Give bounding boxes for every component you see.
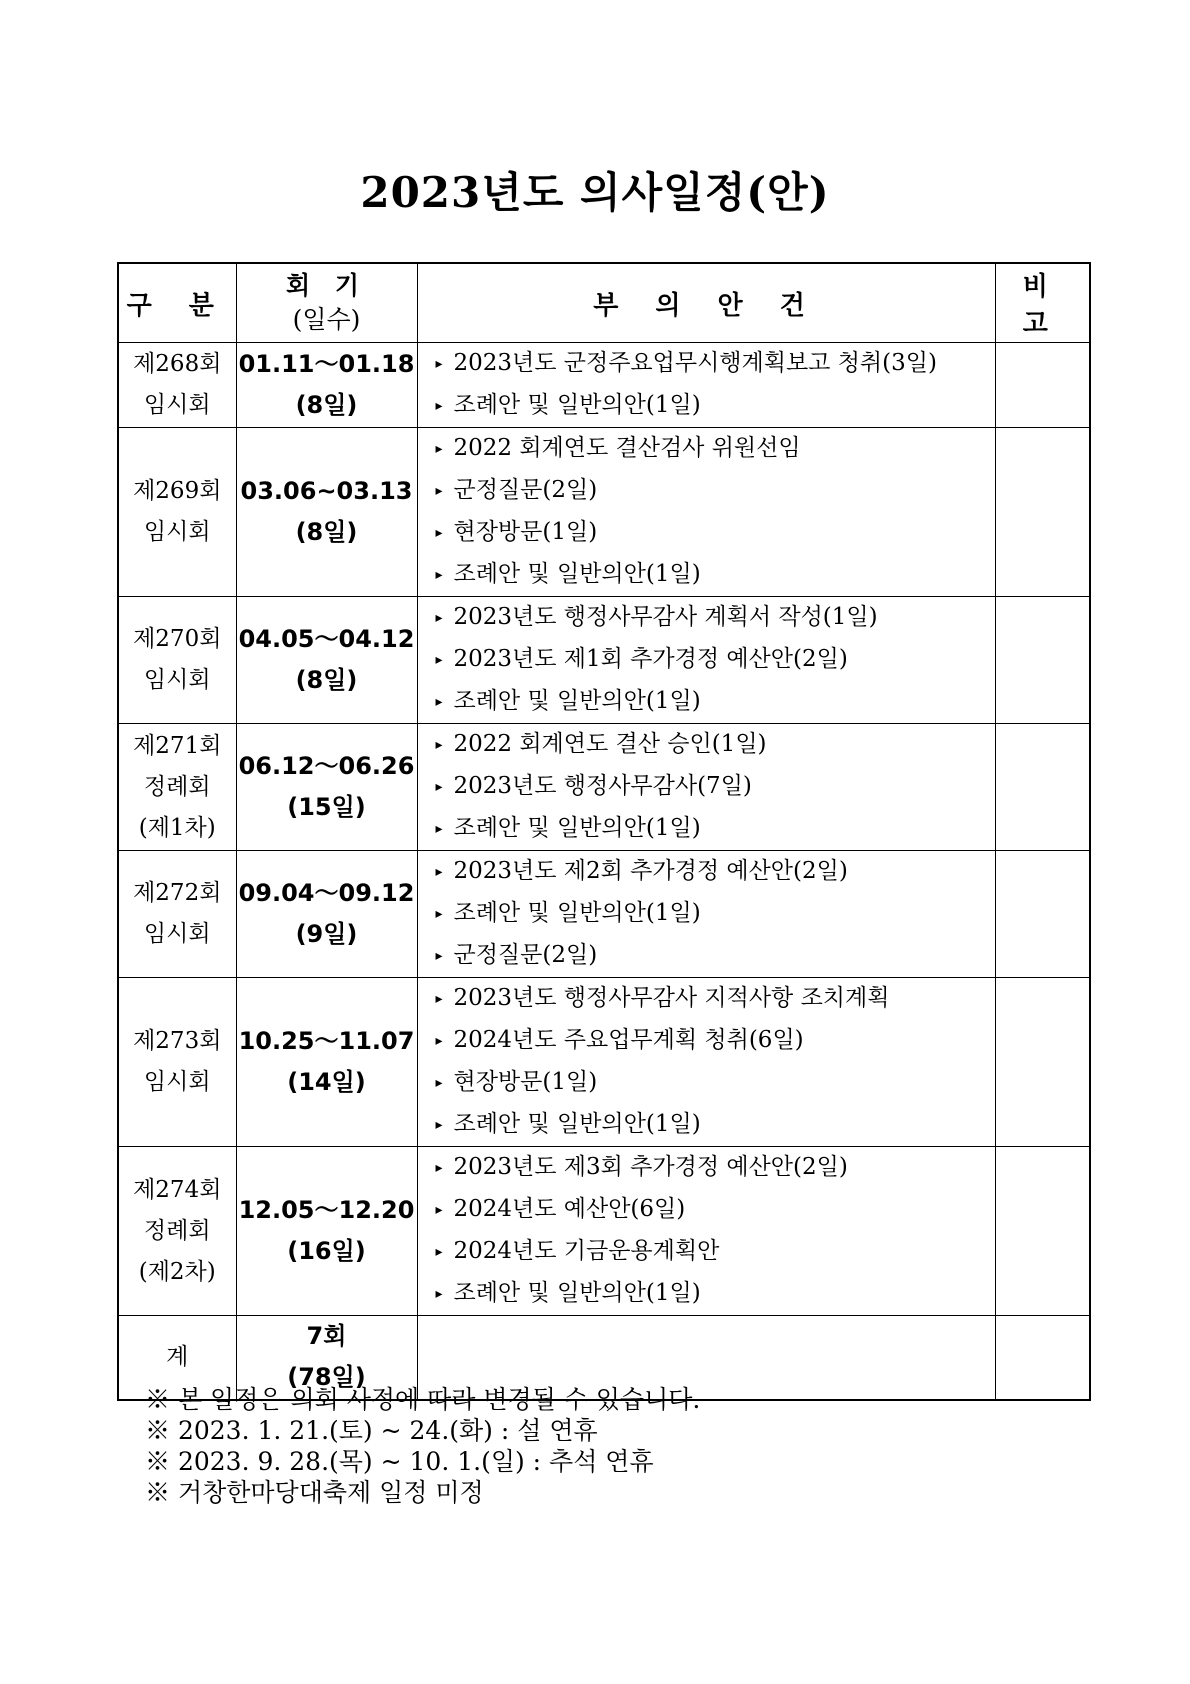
schedule-table [117, 262, 1091, 1401]
period-days: (15일) [287, 793, 366, 821]
bullet-triangle-icon: ▸ [435, 1075, 443, 1091]
table-row [118, 1147, 1090, 1316]
agenda-item-text: 2024년도 예산안(6일) [453, 1196, 686, 1222]
period-dates: 10.25～11.07 [238, 1027, 415, 1055]
period-days: (16일) [287, 1237, 366, 1265]
session-label: (제2차) [138, 1258, 216, 1285]
header-session-period: 회 기 (일수) [236, 263, 417, 343]
table-row [118, 851, 1090, 978]
agenda-item-text: 현장방문(1일) [453, 1069, 598, 1095]
bullet-triangle-icon: ▸ [435, 398, 443, 414]
bullet-triangle-icon: ▸ [435, 864, 443, 880]
bullet-triangle-icon: ▸ [435, 737, 443, 753]
agenda-item [436, 978, 995, 1020]
period-days: (14일) [287, 1068, 366, 1096]
table-row [118, 978, 1090, 1147]
session-label: 임시회 [143, 1069, 211, 1095]
agenda-item [436, 1147, 995, 1189]
period-dates: 06.12～06.26 [238, 752, 415, 780]
bullet-triangle-icon: ▸ [435, 567, 443, 583]
agenda-item-text: 조례안 및 일반의안(1일) [453, 392, 701, 418]
period-dates: 03.06~03.13 [240, 477, 413, 505]
agenda-cell [417, 428, 995, 597]
agenda-item-text: 조례안 및 일반의안(1일) [453, 561, 701, 587]
agenda-item [436, 343, 995, 385]
period-dates: 12.05～12.20 [238, 1196, 415, 1224]
bullet-triangle-icon: ▸ [435, 821, 443, 837]
remarks-cell [995, 1147, 1090, 1316]
agenda-item-text: 2023년도 군정주요업무시행계획보고 청취(3일) [453, 350, 937, 376]
bullet-triangle-icon: ▸ [435, 1160, 443, 1176]
bullet-triangle-icon: ▸ [435, 906, 443, 922]
bullet-triangle-icon: ▸ [435, 779, 443, 795]
period-days: (8일) [295, 391, 358, 419]
bullet-triangle-icon: ▸ [435, 525, 443, 541]
period-cell [236, 597, 417, 724]
agenda-cell [417, 597, 995, 724]
agenda-item-text: 군정질문(2일) [453, 942, 598, 968]
session-cell [118, 1147, 236, 1316]
notes [145, 1384, 700, 1508]
session-cell [118, 428, 236, 597]
agenda-item-text: 2024년도 기금운용계획안 [453, 1238, 720, 1264]
agenda-item-text: 2023년도 제3회 추가경정 예산안(2일) [453, 1154, 848, 1180]
agenda-item-text: 조례안 및 일반의안(1일) [453, 900, 701, 926]
agenda-item [436, 766, 995, 808]
note-item: ※ 거창한마당대축제 일정 미정 [145, 1478, 484, 1507]
period-cell [236, 343, 417, 428]
table-row [118, 343, 1090, 428]
remarks-cell [995, 978, 1090, 1147]
period-cell [236, 724, 417, 851]
agenda-item [436, 385, 995, 427]
bullet-triangle-icon: ▸ [435, 356, 443, 372]
agenda-item [436, 1062, 995, 1104]
agenda-cell [417, 343, 995, 428]
session-label: 임시회 [143, 667, 211, 693]
total-label: 계 [118, 1316, 236, 1400]
session-label: 제273회 [133, 1028, 222, 1054]
bullet-triangle-icon: ▸ [435, 483, 443, 499]
agenda-item [436, 1273, 995, 1315]
header-category: 구 분 [118, 263, 236, 343]
agenda-item [436, 681, 995, 723]
remarks-cell [995, 851, 1090, 978]
remarks-cell [995, 597, 1090, 724]
session-label: 제274회 [133, 1176, 222, 1203]
bullet-triangle-icon: ▸ [435, 948, 443, 964]
agenda-cell [417, 1147, 995, 1316]
agenda-item [436, 1104, 995, 1146]
session-cell [118, 597, 236, 724]
agenda-cell [417, 851, 995, 978]
agenda-item [436, 470, 995, 512]
agenda-item-text: 2022 회계연도 결산 승인(1일) [453, 731, 767, 757]
agenda-item [436, 935, 995, 977]
bullet-triangle-icon: ▸ [435, 694, 443, 710]
session-cell [118, 851, 236, 978]
agenda-item [436, 724, 995, 766]
remarks-cell [995, 343, 1090, 428]
period-days: (8일) [295, 666, 358, 694]
session-cell [118, 724, 236, 851]
agenda-item [436, 851, 995, 893]
agenda-item-text: 2023년도 행정사무감사 계획서 작성(1일) [453, 604, 878, 630]
agenda-item [436, 1231, 995, 1273]
period-cell [236, 851, 417, 978]
agenda-cell [417, 978, 995, 1147]
agenda-item [436, 1020, 995, 1062]
session-cell [118, 978, 236, 1147]
agenda-item-text: 2023년도 제2회 추가경정 예산안(2일) [453, 858, 848, 884]
bullet-triangle-icon: ▸ [435, 441, 443, 457]
session-label: 제270회 [133, 626, 222, 652]
period-days: (9일) [295, 920, 358, 948]
agenda-item [436, 428, 995, 470]
session-cell [118, 343, 236, 428]
agenda-item [436, 512, 995, 554]
note-item: ※ 2023. 9. 28.(목) ~ 10. 1.(일) : 추석 연휴 [145, 1447, 654, 1476]
header-remarks: 비 고 [995, 263, 1090, 343]
agenda-item-text: 2023년도 행정사무감사(7일) [453, 773, 752, 799]
period-cell [236, 428, 417, 597]
period-dates: 04.05～04.12 [238, 625, 415, 653]
total-remarks-cell [995, 1316, 1090, 1400]
agenda-item [436, 808, 995, 850]
period-dates: 01.11～01.18 [238, 350, 415, 378]
period-cell [236, 1147, 417, 1316]
agenda-item-text: 2022 회계연도 결산검사 위원선임 [453, 435, 801, 461]
agenda-item-text: 현장방문(1일) [453, 519, 598, 545]
table-row [118, 724, 1090, 851]
agenda-item-text: 조례안 및 일반의안(1일) [453, 815, 701, 841]
session-label: 임시회 [143, 519, 211, 545]
period-days: (8일) [295, 518, 358, 546]
agenda-item-text: 2023년도 제1회 추가경정 예산안(2일) [453, 646, 848, 672]
session-label: 정례회 [143, 1217, 211, 1244]
bullet-triangle-icon: ▸ [435, 991, 443, 1007]
table-row [118, 428, 1090, 597]
session-label: 임시회 [143, 921, 211, 947]
total-count: 7회 [306, 1322, 347, 1351]
table-row [118, 597, 1090, 724]
header-row [118, 263, 1090, 343]
agenda-item-text: 2024년도 주요업무계획 청취(6일) [453, 1027, 804, 1053]
page-title: 2023년도 의사일정(안) [360, 168, 830, 217]
agenda-item-text: 조례안 및 일반의안(1일) [453, 1111, 701, 1137]
session-label: 임시회 [143, 392, 211, 418]
bullet-triangle-icon: ▸ [435, 1117, 443, 1133]
period-cell [236, 978, 417, 1147]
session-label: 제269회 [133, 478, 222, 504]
bullet-triangle-icon: ▸ [435, 1286, 443, 1302]
total-days: (78일) [287, 1363, 366, 1392]
agenda-item [436, 893, 995, 935]
session-label: (제1차) [138, 814, 216, 841]
agenda-item [436, 1189, 995, 1231]
session-label: 제272회 [133, 880, 222, 906]
bullet-triangle-icon: ▸ [435, 1244, 443, 1260]
agenda-item-text: 조례안 및 일반의안(1일) [453, 1280, 701, 1306]
note-item: ※ 2023. 1. 21.(토) ~ 24.(화) : 설 연휴 [145, 1416, 598, 1445]
remarks-cell [995, 724, 1090, 851]
agenda-item-text: 조례안 및 일반의안(1일) [453, 688, 701, 714]
agenda-item [436, 639, 995, 681]
bullet-triangle-icon: ▸ [435, 610, 443, 626]
agenda-item-text: 군정질문(2일) [453, 477, 598, 503]
note-item: ※ 본 일정은 의회 사정에 따라 변경될 수 있습니다. [145, 1385, 701, 1414]
bullet-triangle-icon: ▸ [435, 1202, 443, 1218]
agenda-item [436, 597, 995, 639]
bullet-triangle-icon: ▸ [435, 652, 443, 668]
session-label: 정례회 [143, 773, 211, 800]
header-agenda: 부 의 안 건 [417, 263, 995, 343]
bullet-triangle-icon: ▸ [435, 1033, 443, 1049]
remarks-cell [995, 428, 1090, 597]
agenda-item-text: 2023년도 행정사무감사 지적사항 조치계획 [453, 985, 890, 1011]
agenda-cell [417, 724, 995, 851]
session-label: 제268회 [133, 351, 222, 377]
period-dates: 09.04～09.12 [238, 879, 415, 907]
session-label: 제271회 [133, 732, 222, 759]
agenda-item [436, 554, 995, 596]
